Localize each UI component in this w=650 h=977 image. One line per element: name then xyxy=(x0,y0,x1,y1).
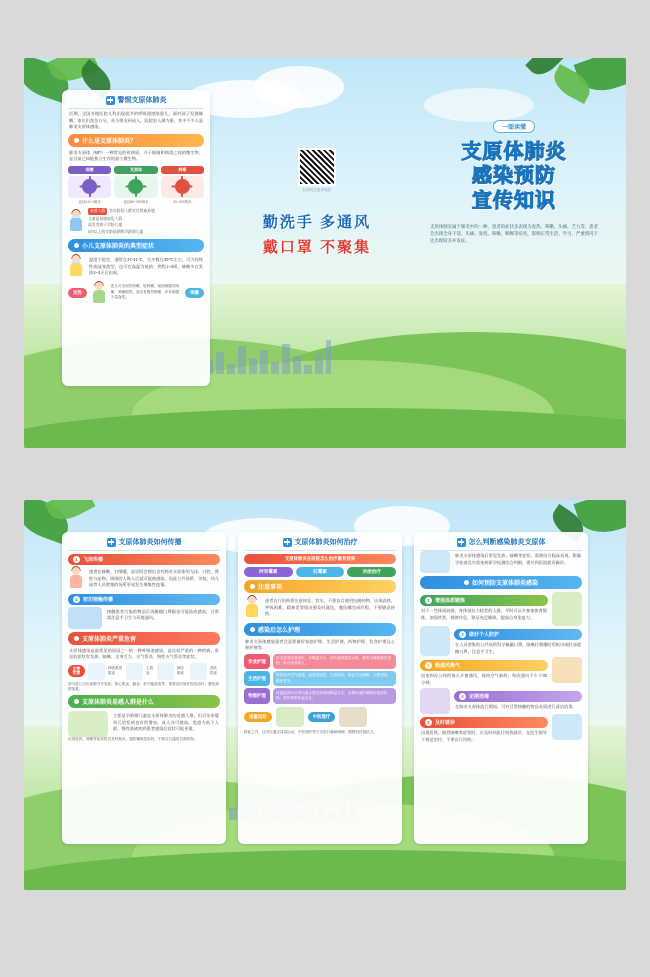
medical-cross-icon xyxy=(283,538,292,547)
slogan-line-1: 勤洗手 多通风 xyxy=(262,214,372,231)
harm-body: 支原体感染是最常见的原因之一的一种呼吸道感染，是比较严重的一种疾病，常见的症状有发热、咳嗽、全身乏力、支气管炎、慢性支气管炎等症状。 xyxy=(69,647,219,659)
crowd-illustration xyxy=(68,711,108,737)
risk-item: 儿童是易感高危人群 xyxy=(88,216,123,221)
back-middle-card xyxy=(238,532,402,844)
person-illustration xyxy=(244,596,260,618)
germ-item-bacteria: 细菌 直径0.5~1微米 xyxy=(68,166,111,204)
prevention-item-2: 2 做好个人防护 在人员密集的公共场所科学佩戴口罩，咳嗽打喷嚏时用纸巾或肘部遮掩口鼻，注意手卫生。 xyxy=(420,626,582,657)
harm-tag-1: 呼吸系统损害 xyxy=(107,665,123,675)
cloud-shape xyxy=(254,66,344,108)
bullet-dot-icon xyxy=(250,584,255,589)
care-row-diet: 饮食护理 饮食宜清淡易消化，多喝温开水，多吃新鲜蔬菜水果，避免辛辣刺激性食物，保证营养摄入。 xyxy=(244,654,396,669)
harm-note: 部分患儿可出现肺外并发症，如心肌炎、脑炎、肝功能损害等，需要及时就医规范治疗，避免病情加重。 xyxy=(68,681,219,691)
mycoplasma-icon xyxy=(114,176,157,198)
section-head-notice: 注意事项 xyxy=(244,580,396,593)
harm-tag-2: 心肌炎 xyxy=(146,665,154,675)
qr-code[interactable] xyxy=(298,148,336,186)
front-hero-block xyxy=(424,116,604,244)
bullet-dot-icon xyxy=(464,580,469,585)
clinic-illustration xyxy=(552,714,582,740)
risk-item: 5岁以上的学龄前期和学龄期儿童 xyxy=(88,229,144,234)
germ-item-mycoplasma: 支原体 直径50~300纳米 xyxy=(114,166,157,204)
window-illustration xyxy=(552,657,582,683)
care-row-physical: 物理护理 体温较高时可采用温水擦浴等物理降温方式，必要时遵医嘱使用退热药物，密切观察体温变化。 xyxy=(244,688,396,703)
susceptible-group-block xyxy=(68,207,204,237)
symptom-body: 温度不稳定，通常在37-41℃，大多数在39℃左右，可为持续性或弛张热型，也可在高温为低热；热程1~3周，咳嗽多在发热2~3天后出现。 xyxy=(89,257,203,275)
risk-item: 高发发病于学龄儿童 xyxy=(88,223,123,227)
hero-title-line-1: 支原体肺炎 xyxy=(424,140,604,164)
harm-icon-skin xyxy=(190,663,207,680)
back-middle-card-title: 支原体肺炎如何治疗 xyxy=(244,537,396,551)
hero-paragraph: 支原体肺炎属于肺炎中的一种，患者的症状多表现为发热、咳嗽、头痛、乏力等，患者会出现全身不适、头痛、发烧、咳嗽、咽喉等症状，影响正常生活、学习，严重情况下还出现较多并发症。 xyxy=(430,224,598,244)
prevention-item-3: 3 勤通风换气 居室和办公场所每天开窗通风，保持空气新鲜，每次通风不少于30分钟。 xyxy=(420,657,582,688)
symptom-tag-fever: 发热 xyxy=(68,288,87,298)
diagnosis-illustration xyxy=(420,551,450,573)
medical-cross-icon xyxy=(107,538,116,547)
back-left-card-title: 支原体肺炎如何传播 xyxy=(68,537,220,551)
prevention-item-4: 4 定期消毒 在肺炎支原体流行期间，可对日常接触的物品表面进行清洁消毒。 xyxy=(420,688,582,714)
treatment-banner: 支原体肺炎在医院怎么治疗最有效果 xyxy=(244,554,396,564)
bullet-dot-icon xyxy=(74,699,79,704)
exercise-illustration xyxy=(552,592,582,626)
harm-icon-respiratory xyxy=(88,663,105,680)
care-body: 肺炎支原体感染患者注意要做好家庭护理、生活护理、药物护理、饮食护理及心理护理等。 xyxy=(245,638,395,650)
notice-body: 患者自行用药要注意休息、饮水，不要盲目使用抗菌药物，出现高热、呼吸困难、精神差等情况要及时就医，遵医嘱完成疗程，不要随意停药。 xyxy=(265,598,395,616)
section-head-what-is: 什么是支原体肺炎？ xyxy=(68,134,204,147)
section-head-harm: 支原体肺炎严重危害 xyxy=(68,632,220,645)
transmission-section-2-head: 2 密切接触传播 xyxy=(68,594,220,605)
section-head-symptoms: 小儿支原体肺炎的典型症状 xyxy=(68,239,204,252)
care-row-living: 生活护理 保持室内空气流通，温湿度适宜，注意休息，保证充足睡眠，衣着适度，避免着凉。 xyxy=(244,671,396,686)
hero-badge: 一图读懂 xyxy=(493,120,535,133)
section-head-crowd: 支原体肺炎易感人群是什么 xyxy=(68,695,220,708)
exercise-illustration xyxy=(276,707,304,727)
back-right-card-title: 怎么判断感染肺炎支原体 xyxy=(420,537,582,551)
poster-back-page xyxy=(24,500,626,890)
harm-tag-3: 神经系统 xyxy=(176,665,184,675)
bullet-dot-icon xyxy=(74,243,79,248)
prevention-item-5: 5 及时就诊 出现发热、剧烈咳嗽等症状时，应及时到医疗机构就诊，在医生指导下规范治疗，不要自行用药。 xyxy=(420,714,582,745)
germ-item-virus: 病毒 20~200纳米 xyxy=(161,166,204,204)
prevention-item-1: 1 增强体质锻炼 对于一些体质较弱、身体抵抗力较差的人群，平时可以多参加体育锻炼，加强营养，规律作息，保证充足睡眠，提高自身免疫力。 xyxy=(420,592,582,626)
crowd-note: 出现发热、咳嗽等症状时应及时就诊，遵医嘱规范用药，不要自行滥用抗菌药物。 xyxy=(68,737,198,742)
public-place-illustration xyxy=(68,607,102,629)
person-illustration xyxy=(68,210,84,232)
tag-tcm: 中医理疗 xyxy=(308,712,336,722)
symptom-note: 患儿可出现性咳嗽、较咳嗽，顽固刺激性咳嗽，咳嗽剧烈，甚至有剧烈咳嗽，伴有刺激少量血性。 xyxy=(110,284,180,300)
harm-icon-nerve xyxy=(157,663,174,680)
symptom-tag-cough: 咳嗽 xyxy=(185,288,204,298)
front-center-block xyxy=(242,148,392,257)
drug-chip-symptomatic: 对症治疗 xyxy=(347,567,396,577)
person-illustration xyxy=(68,255,84,277)
poster-front-page xyxy=(24,58,626,448)
drug-chip-azithromycin: 阿奇霉素 xyxy=(244,567,293,577)
drug-chip-erythromycin: 红霉素 xyxy=(296,567,345,577)
bacteria-icon xyxy=(68,176,111,198)
harm-tag-4: 皮肤损害 xyxy=(209,665,217,675)
risk-item: 易感人群 各年龄段人群对其普遍易感 xyxy=(90,209,155,213)
tag-exercise: 适量运动 xyxy=(244,712,272,722)
mask-illustration xyxy=(420,626,450,656)
hero-title-line-3: 宣传知识 xyxy=(424,189,604,213)
bullet-dot-icon xyxy=(74,138,79,143)
crowd-body: 主要是学龄期儿童是支原体肺炎的易感人群，但近年来婴幼儿的发病也有所增加，成人亦可感染。免疫力低下人群、慢性基础疾病患者感染后症状可能更重。 xyxy=(113,713,219,732)
right-intro: 肺炎支原体感染后常见发热、咳嗽等症状，需要结合临床表现、影像学检查及实验室病原学检测综合判断，建议到医院就诊确诊。 xyxy=(455,553,581,565)
disinfect-illustration xyxy=(420,688,450,714)
section-head-care: 感染后怎么护理 xyxy=(244,623,396,636)
harm-icon-heart xyxy=(126,663,143,680)
bullet-dot-icon xyxy=(250,627,255,632)
front-left-card-title: 警惕支原体肺炎 xyxy=(68,95,204,109)
back-left-card xyxy=(62,532,226,844)
qr-caption: 扫码关注更多知识 xyxy=(302,188,332,192)
person-illustration xyxy=(91,282,107,304)
transmission-1-body: 患者在咳嗽、打喷嚏、说话时会喷出含有肺炎支原体的飞沫、口腔、鼻腔分泌物，周围的人吸入后就可能被感染，因此公共场所、学校、幼儿园等人员密集的场所更易发生聚集性疫情。 xyxy=(89,569,219,587)
virus-icon xyxy=(161,176,204,198)
medical-cross-icon xyxy=(106,96,115,105)
germ-comparison-row xyxy=(68,166,204,204)
transmission-2-body: 接触患者污染的物品后再触摸口鼻眼也可能造成感染，日常需注意手卫生与环境通风。 xyxy=(107,608,219,620)
transmission-section-1-head: 1 飞沫传播 xyxy=(68,554,220,565)
city-silhouette xyxy=(205,336,331,374)
hero-title-line-2: 感染预防 xyxy=(424,164,604,188)
front-left-intro: 近期，全国多地医院儿科出现就多的呼吸道感染患儿，面对孩子发烧咳嗽，家长们焦急万分，从小朋友到成人，医院里人满为患，其中不少人是肺炎支原体感染。 xyxy=(69,111,204,129)
medical-cross-icon xyxy=(457,538,466,547)
person-illustration xyxy=(68,567,84,589)
front-left-card xyxy=(62,90,210,386)
mid-foot-note: 除此之外，还可以通过适量运动、中医理疗等方式进行辅助调理，增强机体抵抗力。 xyxy=(244,729,377,734)
slogan-line-2: 戴口罩 不聚集 xyxy=(262,239,372,256)
back-right-card xyxy=(414,532,588,844)
tcm-illustration xyxy=(339,707,367,727)
bullet-dot-icon xyxy=(74,636,79,641)
section-head-prevention: 如何预防支原体肺炎感染 xyxy=(420,576,582,589)
harm-tag-main: 主要危害 xyxy=(68,665,85,678)
front-left-what-is-body: 肺炎支原体（MP）一种常见的致病原，介于细菌和病毒之间的微生物，是目前已知能独立生存的最小微生物。 xyxy=(69,149,203,161)
